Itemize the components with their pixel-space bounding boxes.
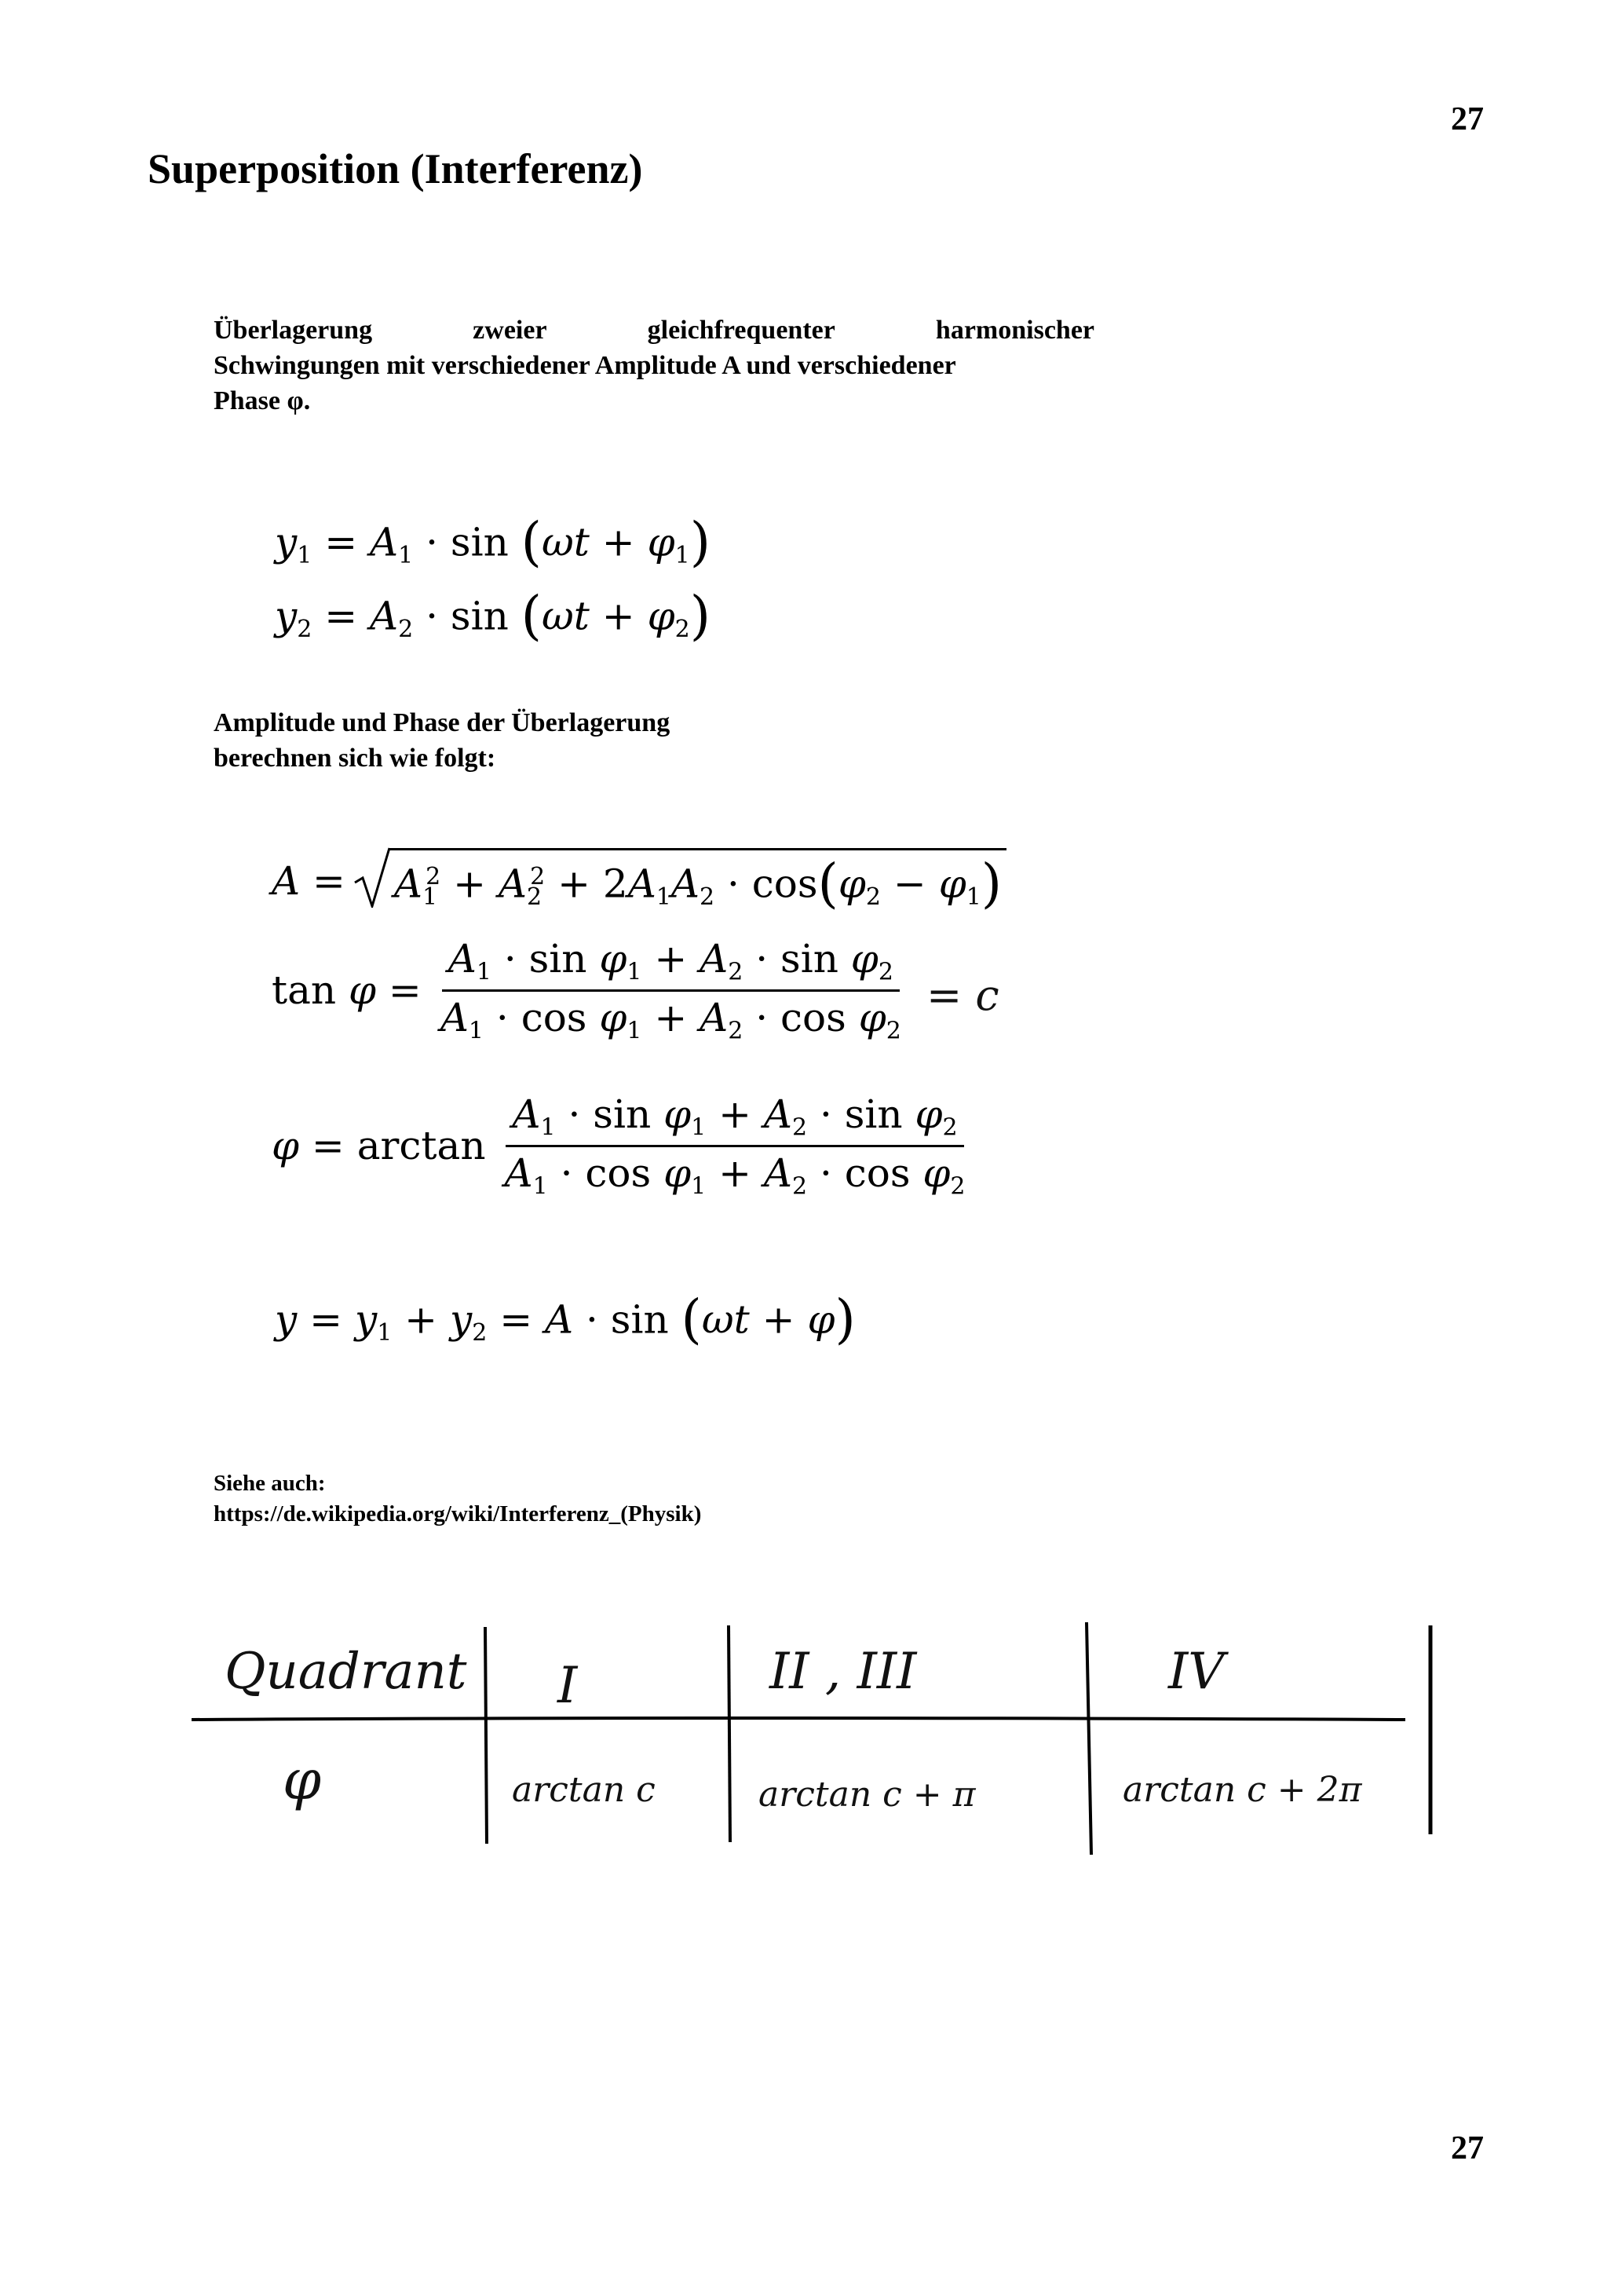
intro-word: Überlagerung bbox=[214, 316, 373, 345]
table-cell-q1: arctan c bbox=[512, 1770, 656, 1810]
table-header-quadrant: Quadrant bbox=[225, 1643, 467, 1701]
page-number-top: 27 bbox=[1451, 101, 1484, 137]
see-also-link[interactable]: https://de.wikipedia.org/wiki/Interferenz_(Physik) bbox=[214, 1501, 702, 1526]
page-number-bottom: 27 bbox=[1451, 2130, 1484, 2166]
page-title: Superposition (Interferenz) bbox=[148, 145, 643, 192]
equation-y1: $y_1 = A_1 \cdot \sin (\omega t + \varphi_1)$ bbox=[275, 510, 711, 572]
amplitude-text-line-1: Amplitude und Phase der Überlagerung bbox=[214, 708, 670, 737]
see-also-label: Siehe auch: bbox=[214, 1471, 326, 1496]
handwritten-equals-c: = c bbox=[926, 971, 999, 1020]
intro-word: gleichfrequenter bbox=[647, 316, 835, 345]
equation-y2: $y_2 = A_2 \cdot \sin (\omega t + \varphi_2)$ bbox=[275, 584, 711, 646]
amplitude-text-line-2: berechnen sich wie folgt: bbox=[214, 744, 496, 773]
table-cell-q4: arctan c + 2π bbox=[1123, 1770, 1362, 1810]
intro-line-3: Phase φ. bbox=[214, 386, 311, 415]
square-root: $A_1^2 + A_2^2 + 2A_1A_2 \cdot \cos(\varphi_2 - \varphi_1)$ bbox=[353, 848, 1006, 914]
intro-line-2: Schwingungen mit verschiedener Amplitude A und verschiedener bbox=[214, 351, 956, 380]
table-cell-q2-q3: arctan c + π bbox=[758, 1775, 976, 1815]
equation-tan-phi: tan φ = $\frac{A_1 \cdot \sin \varphi_1 + A_2 \cdot \sin \varphi_2}{A_1 \cdot \cos \varphi_1 + A_2 \cdot \cos \varphi_2}$ bbox=[272, 936, 901, 1045]
equation-amplitude: A = $A_1^2 + A_2^2 + 2A_1A_2 \cdot \cos(\varphi_2 - \varphi_1)$ bbox=[272, 848, 1006, 914]
table-header-q1: I bbox=[557, 1657, 578, 1715]
equation-phi-arctan: φ = arctan $\frac{A_1 \cdot \sin \varphi_1 + A_2 \cdot \sin \varphi_2}{A_1 \cdot \cos \varphi_1 + A_2 \cdot \cos \varphi_2}$ bbox=[272, 1091, 966, 1201]
table-row-label-phi: φ bbox=[283, 1748, 322, 1812]
intro-word: harmonischer bbox=[935, 316, 1094, 345]
table-header-q2-q3: II , III bbox=[769, 1643, 917, 1701]
intro-word: zweier bbox=[473, 316, 547, 345]
table-header-q4: IV bbox=[1168, 1643, 1225, 1701]
equation-superposition: $y = y_1 + y_2 = A \cdot \sin (\omega t + \varphi)$ bbox=[275, 1288, 856, 1350]
